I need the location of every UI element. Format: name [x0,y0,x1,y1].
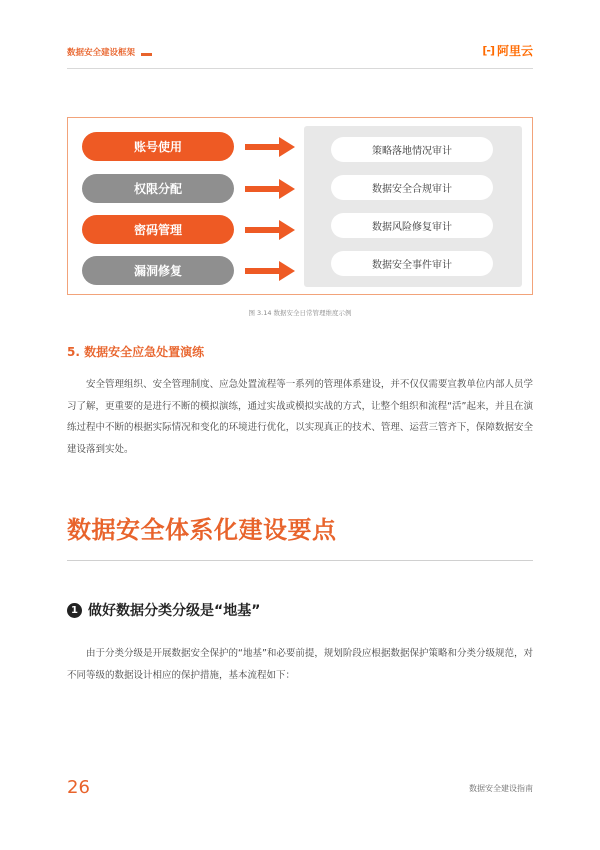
header-title-text: 数据安全建设框架 [67,48,136,58]
audit-item: 数据风险修复审计 [331,213,493,238]
subsection-paragraph: 由于分类分级是开展数据安全保护的“地基”和必要前提，规划阶段应根据数据保护策略和分类分级规范，对不同等级的数据设计相应的保护措施，基本流程如下： [67,648,533,681]
page-number: 26 [67,777,90,798]
chapter-divider [67,560,533,561]
audit-item: 数据安全事件审计 [331,251,493,276]
section-heading: 5. 数据安全应急处置演练 [67,345,205,359]
subsection-title: 做好数据分类分级是“地基” [88,603,261,619]
header-title [67,46,152,58]
figure-left-item: 权限分配 [82,174,234,203]
brand-name: 阿里云 [496,44,533,58]
header-accent-bar [141,53,152,56]
aliyun-logo-icon: [-] [482,44,494,57]
number-badge-icon: 1 [67,603,82,618]
header-divider [67,68,533,69]
footer-doc-title: 数据安全建设指南 [469,784,533,793]
chapter-title: 数据安全体系化建设要点 [67,516,337,544]
audit-item: 策略落地情况审计 [331,137,493,162]
figure-left-item: 账号使用 [82,132,234,161]
figure-left-item: 密码管理 [82,215,234,244]
subsection-heading [67,600,260,620]
figure-left-item: 漏洞修复 [82,256,234,285]
page-header [67,40,533,70]
audit-panel [304,126,522,287]
audit-item: 数据安全合规审计 [331,175,493,200]
arrow-right-icon [245,220,295,240]
arrow-right-icon [245,179,295,199]
arrow-right-icon [245,137,295,157]
brand-logo [482,42,533,59]
management-dimension-figure [67,117,533,295]
section-paragraph: 安全管理组织、安全管理制度、应急处置流程等一系列的管理体系建设，并不仅仅需要宣教单位内部人员学习了解，更重要的是进行不断的模拟演练，通过实战或模拟实战的方式，让整个组织和流程“活”起来，并且在演练过程中不断的根据实际情况和变化的环境进行优化，以实现真正的技术、管理、运营三管齐下，保障数据安全建设落到实处。 [67,379,533,455]
arrow-right-icon [245,261,295,281]
figure-caption: 图 3.14 数据安全日常管理维度示例 [248,309,352,317]
